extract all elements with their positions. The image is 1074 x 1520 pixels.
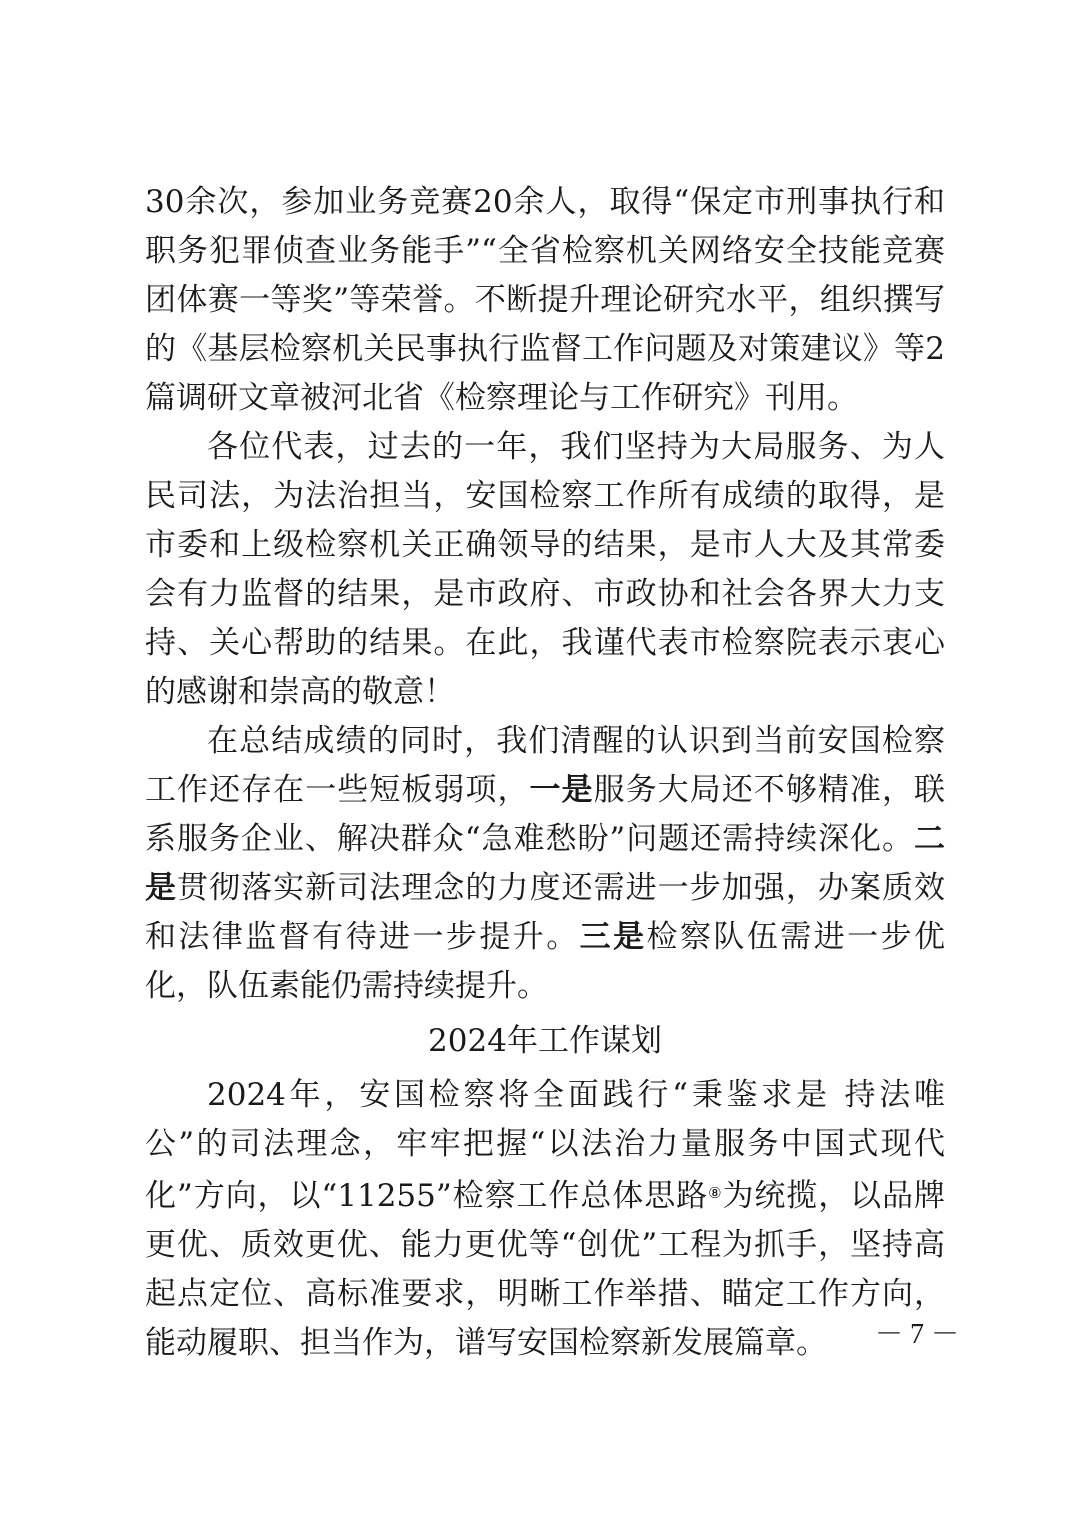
section-heading: 2024年工作谋划	[428, 1023, 662, 1059]
page-number: － 7 －	[875, 1319, 960, 1350]
shortcoming-second: 贯彻落实新司法理念的力度还需进一步加强，办案质效和法律监督有待进一步提升。	[145, 870, 946, 955]
paragraph-shortcomings	[145, 717, 945, 1011]
plan-text-part1: 2024年，安国检察将全面践行“秉鉴求是 持法唯公”的司法理念，牢牢把握“以法治力量服务中国式现代化”方向，以“11255”检察工作总体思路	[145, 1077, 945, 1214]
document-body	[145, 178, 945, 1368]
paragraph-acknowledgement: 各位代表，过去的一年，我们坚持为大局服务、为人民司法，为法治担当，安国检察工作所有成绩的取得，是市委和上级检察机关正确领导的结果，是市人大及其常委会有力监督的结果，是市政府、市政协和社会各界大力支持、关心帮助的结果。在此，我谨代表市检察院表示衷心的感谢和崇高的敬意！	[145, 429, 945, 710]
paragraph-honors-research: 30余次，参加业务竞赛20余人，取得“保定市刑事执行和职务犯罪侦查业务能手”“全省检察机关网络安全技能竞赛团体赛一等奖”等荣誉。不断提升理论研究水平，组织撰写的《基层检察机关民事执行监督工作问题及对策建议》等2篇调研文章被河北省《检察理论与工作研究》刊用。	[145, 184, 945, 416]
marker-first: 一是	[529, 772, 594, 808]
shortcoming-third: 检察队伍需进一步优化，队伍素能仍需持续提升。	[145, 919, 946, 1004]
plan-text-part2: 为统揽，以品牌更优、质效更优、能力更优等“创优”工程为抓手，坚持高起点定位、高标准要求，明晰工作举措、瞄定工作方向，能动履职、担当作为，谱写安国检察新发展篇章。	[145, 1178, 945, 1361]
marker-second: 二是	[145, 821, 945, 906]
footnote-marker: ⑧	[708, 1184, 723, 1202]
paragraph-plan-2024	[145, 1071, 945, 1368]
marker-third: 三是	[579, 919, 647, 955]
shortcoming-first: 服务大局还不够精准，联系服务企业、解决群众“急难愁盼”问题还需持续深化。	[145, 772, 946, 857]
shortcomings-intro: 在总结成绩的同时，我们清醒的认识到当前安国检察工作还存在一些短板弱项，	[145, 723, 945, 808]
